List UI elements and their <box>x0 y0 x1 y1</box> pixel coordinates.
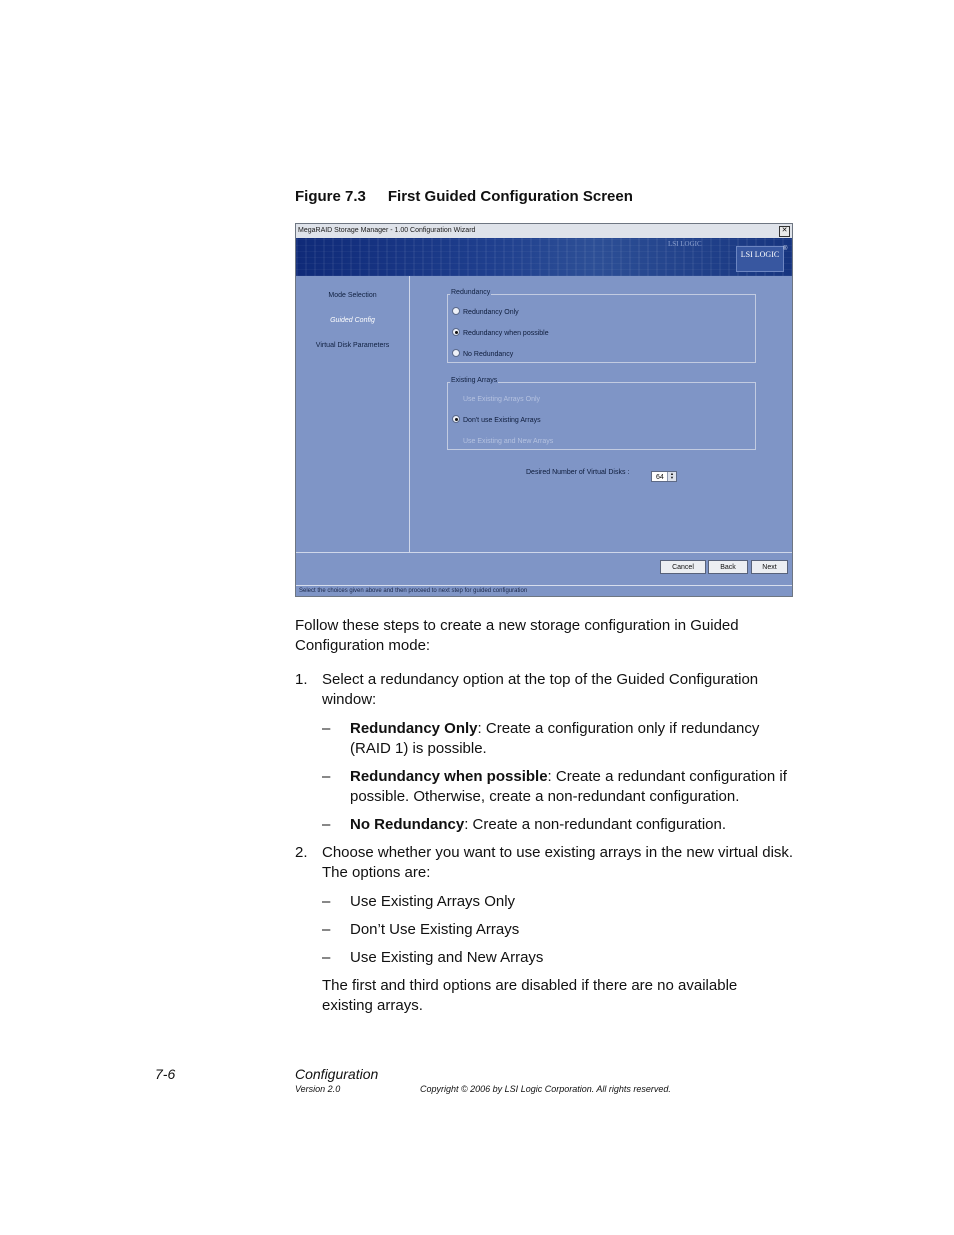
radio-dont-use-existing-arrays[interactable] <box>452 415 541 424</box>
radio-button-icon[interactable] <box>452 307 460 315</box>
wizard-window-screenshot <box>295 223 793 597</box>
status-bar: Select the choices given above and then proceed to next step for guided configuration <box>296 585 792 596</box>
nav-guided-config[interactable]: Guided Config <box>330 317 375 324</box>
window-title: MegaRAID Storage Manager - 1.00 Configuration Wizard <box>298 227 476 234</box>
bullet-use-existing-arrays-only: Use Existing Arrays Only <box>350 893 516 910</box>
step-2-text: Choose whether you want to use existing arrays in the new virtual disk. The options are: <box>322 844 794 881</box>
wizard-steps-panel <box>296 276 410 552</box>
page-number: 7-6 <box>155 1066 176 1082</box>
bullet-redundancy-only <box>350 719 796 759</box>
radio-label: Redundancy when possible <box>463 330 549 337</box>
cancel-button[interactable]: Cancel <box>660 560 706 574</box>
bullet-dash: – <box>322 816 331 833</box>
step-1-text: Select a redundancy option at the top of the Guided Configuration window: <box>322 671 759 708</box>
radio-redundancy-only[interactable] <box>452 307 519 316</box>
radio-redundancy-when-possible[interactable] <box>452 328 549 337</box>
bullet-dash: – <box>322 921 331 938</box>
radio-label: Redundancy Only <box>463 309 519 316</box>
bullet-term: No Redundancy <box>350 816 465 833</box>
virtual-disks-value[interactable]: 64 <box>656 474 664 481</box>
registered-mark: ® <box>783 246 788 252</box>
intro-paragraph: Follow these steps to create a new storage configuration in Guided Configuration mode: <box>295 617 739 654</box>
footer-chapter-title: Configuration <box>295 1066 379 1082</box>
figure-title: First Guided Configuration Screen <box>387 188 633 205</box>
radio-button-selected-icon[interactable] <box>452 328 460 336</box>
back-button[interactable]: Back <box>708 560 748 574</box>
radio-button-selected-icon[interactable] <box>452 415 460 423</box>
figure-number: Figure 7.3 <box>295 188 366 205</box>
step-1-number: 1. <box>295 671 308 688</box>
bullet-redundancy-when-possible <box>350 767 800 807</box>
header-banner <box>296 238 792 276</box>
bullet-desc: : Create a configuration only if redundancy (RAID 1) is possible. <box>350 720 760 757</box>
step-2-number: 2. <box>295 844 308 861</box>
existing-arrays-group <box>447 377 756 450</box>
bullet-desc: : Create a non-redundant configuration. <box>464 816 727 833</box>
radio-label: Use Existing Arrays Only <box>463 396 541 403</box>
footer-copyright: Copyright © 2006 by LSI Logic Corporation. All rights reserved. <box>420 1084 671 1094</box>
step-2-note: The first and third options are disabled if there are no available existing arrays. <box>322 977 738 1014</box>
bullet-dash: – <box>322 720 331 737</box>
radio-button-icon[interactable] <box>452 349 460 357</box>
virtual-disks-label: Desired Number of Virtual Disks : <box>526 469 630 476</box>
bullet-dash: – <box>322 949 331 966</box>
bullet-no-redundancy <box>350 815 796 835</box>
redundancy-group <box>447 289 756 363</box>
spinner-arrows-icon[interactable]: ▲ ▼ <box>667 472 676 481</box>
redundancy-legend: Redundancy <box>451 289 491 296</box>
nav-mode-selection[interactable]: Mode Selection <box>328 292 377 299</box>
radio-no-redundancy[interactable] <box>452 349 513 358</box>
close-icon[interactable]: ✕ <box>779 226 790 237</box>
bullet-use-existing-and-new-arrays: Use Existing and New Arrays <box>350 949 544 966</box>
lsi-logo: LSI LOGIC <box>736 246 784 272</box>
radio-use-existing-and-new-arrays <box>452 436 553 445</box>
radio-label: Don't use Existing Arrays <box>463 417 541 424</box>
bullet-desc: : Create a redundant configuration if possible. Otherwise, create a non-redundant configuration. <box>350 768 787 805</box>
radio-label: Use Existing and New Arrays <box>463 438 554 445</box>
figure-caption <box>295 188 633 205</box>
bullet-dash: – <box>322 893 331 910</box>
button-bar <box>296 552 792 587</box>
next-button[interactable]: Next <box>751 560 788 574</box>
window-titlebar <box>296 224 792 239</box>
bullet-dash: – <box>322 768 331 785</box>
banner-watermark-logo: LSI LOGIC <box>668 240 702 248</box>
bullet-term: Redundancy Only <box>350 720 478 737</box>
nav-virtual-disk-parameters[interactable]: Virtual Disk Parameters <box>315 342 390 349</box>
radio-label: No Redundancy <box>463 351 514 358</box>
footer-version: Version 2.0 <box>295 1084 341 1094</box>
existing-arrays-legend: Existing Arrays <box>451 377 498 384</box>
bullet-dont-use-existing-arrays: Don’t Use Existing Arrays <box>350 921 520 938</box>
radio-use-existing-arrays-only <box>452 394 540 403</box>
bullet-term: Redundancy when possible <box>350 768 548 785</box>
virtual-disks-spinner[interactable] <box>651 471 677 482</box>
